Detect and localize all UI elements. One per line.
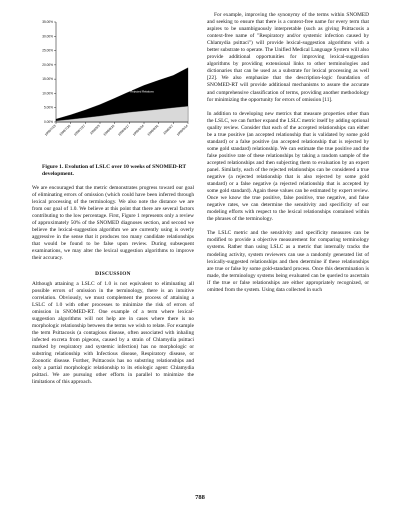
y-tick-label: 20.00% xyxy=(42,62,53,67)
paragraph: Although attaining a LSLC of 1.0 is not equivalent to eliminating all possible errors of omission in the terminology, there is an intuitive correlation. Obviously, we must complement the process of attaining a LSLC of 1.0 with other processes to minimize the risk of errors of omission in SNOMED-RT. One example of a term where lexical-suggestion algorithms will not help are in cases where there is no morphologic relationship between the terms we wish to relate. For example the term Psittacosis (a contagious disease, often associated with inhaling infected excreta from pigeons, caused by a strain of Chlamydia psittaci marked by respiratory and systemic infection) has no morphologic or substring relationship with Infectious disease, Respiratory disease, or Zoonotic disease. Further, Psittacosis has no substring relationships and only a partial morphologic relationship to its etiologic agent: Chlamydia psittaci. We are pursuing other efforts in parallel to minimize the limitations of this approach. xyxy=(32,280,194,386)
x-tick-label: 1998/8/10 xyxy=(102,123,116,137)
lslc-area-chart xyxy=(32,12,194,162)
figure-caption: Figure 1. Evolution of LSLC over 10 weeks of SNOMED-RT development. xyxy=(42,164,187,177)
right-column xyxy=(207,12,369,294)
x-tick-label: 1998/8/31 xyxy=(146,123,160,137)
x-tick-label: 1998/9/14 xyxy=(175,123,189,137)
y-tick-label: 15.00% xyxy=(42,77,53,82)
figure-1 xyxy=(32,12,194,162)
page-number: 788 xyxy=(195,494,205,501)
x-tick-label: 1998/8/24 xyxy=(131,123,145,137)
y-tick-label: 30.00% xyxy=(42,34,53,39)
y-tick-label: 10.00% xyxy=(42,91,53,96)
series-label-rejected: Rejected Relations xyxy=(130,89,154,94)
paragraph: For example, improving the synonymy of the terms within SNOMED and seeking to ensure that there is a context-free name for every term that aspires to be unambiguously interpretable (such as giving Psittacosis a context-free name of "Respiratory and/or systemic infection caused by Chlamydia psittaci") will provide lexical-suggestion algorithms with a better substrate to operate. The Unified Medical Language System will also provide additional opportunities for improving lexical-suggestion algorithms by providing extensional links to other terminologies and dictionaries that can be used as a substrate for lexical processing as well [22]. We also emphasize that the description-logic foundation of SNOMED-RT will provide additional mechanisms to assure the accurate and comprehensive classification of terms, providing another methodology for minimizing the opportunity for errors of omission [11]. xyxy=(207,12,369,103)
paragraph: In addition to developing new metrics that measure properties other than the LSLC, we can further expand the LSLC metric itself by adding optional quality review. Consider that each of the accepted relationships can either be a true positive (an accepted relationship that is validated by some gold standard) or a false positive (an accepted relationship that is rejected by some gold standard) relationship. We can estimate the true positive and the false positive rate of these relationships by taking a random sample of the accepted relationships and then subjecting them to evaluation by an expert panel. Similarly, each of the rejected relationships can be considered a true negative (a rejected relationship that is also rejected by some gold standard) or a false negative (a rejected relationship that is accepted by some gold standard). Again these values can be estimated by expert review. Once we know the true positive, false positive, true negative, and false negative rates, we can determine the sensitivity and specificity of our modeling efforts with respect to the lexical relationships contained within the phrases of the terminology. xyxy=(207,110,369,223)
y-tick-label: 0.00% xyxy=(43,120,53,124)
section-heading: DISCUSSION xyxy=(95,270,131,277)
x-tick-label: 1998/7/13 xyxy=(43,123,57,137)
paragraph: We are encouraged that the metric demonstrates progress toward our goal of eliminating errors of omission (which could have been inferred through lexical processing of the terminology. We also note the distance we are from our goal of 1.0. We believe at this point that there are several factors contributing to the low percentage. First, Figure 1 represents only a review of approximately 50% of the SNOMED diagnoses section, and second we believe the lexical-suggestion algorithm we are currently using is overly aggressive in the sense that it produces too many candidate relationships that would be found to be false upon review. During subsequent examinations, we may alter the lexical suggestion algorithms to improve their accuracy. xyxy=(32,185,194,262)
x-tick-label: 1998/7/20 xyxy=(58,123,72,137)
x-tick-label: 1998/7/27 xyxy=(73,123,87,137)
y-tick-label: 35.00% xyxy=(42,20,53,24)
paragraph: The LSLC metric and the sensitivity and specificity measures can be modified to provide a objective measurement for comparing terminology systems. Rather than using LSLC as a metric that internally tracks the modeling activity, system reviewers can use a randomly generated list of lexically-suggested relationships and then determine if these relationships are true or false by some gold-standard process. Once this determination is made, the terminology systems being evaluated can be queried to ascertain if the true or false relationships are either appropriately recognized, or omitted from the system. Using data collected in such xyxy=(207,230,369,293)
x-tick-label: 1998/9/7 xyxy=(162,123,175,136)
left-column xyxy=(32,12,194,386)
x-tick-label: 1998/8/17 xyxy=(117,123,131,137)
x-tick-label: 1998/8/3 xyxy=(89,123,101,136)
y-tick-label: 5.00% xyxy=(43,105,53,110)
series-label-accepted: Accepted Relations xyxy=(129,104,155,109)
y-tick-label: 25.00% xyxy=(42,48,53,53)
